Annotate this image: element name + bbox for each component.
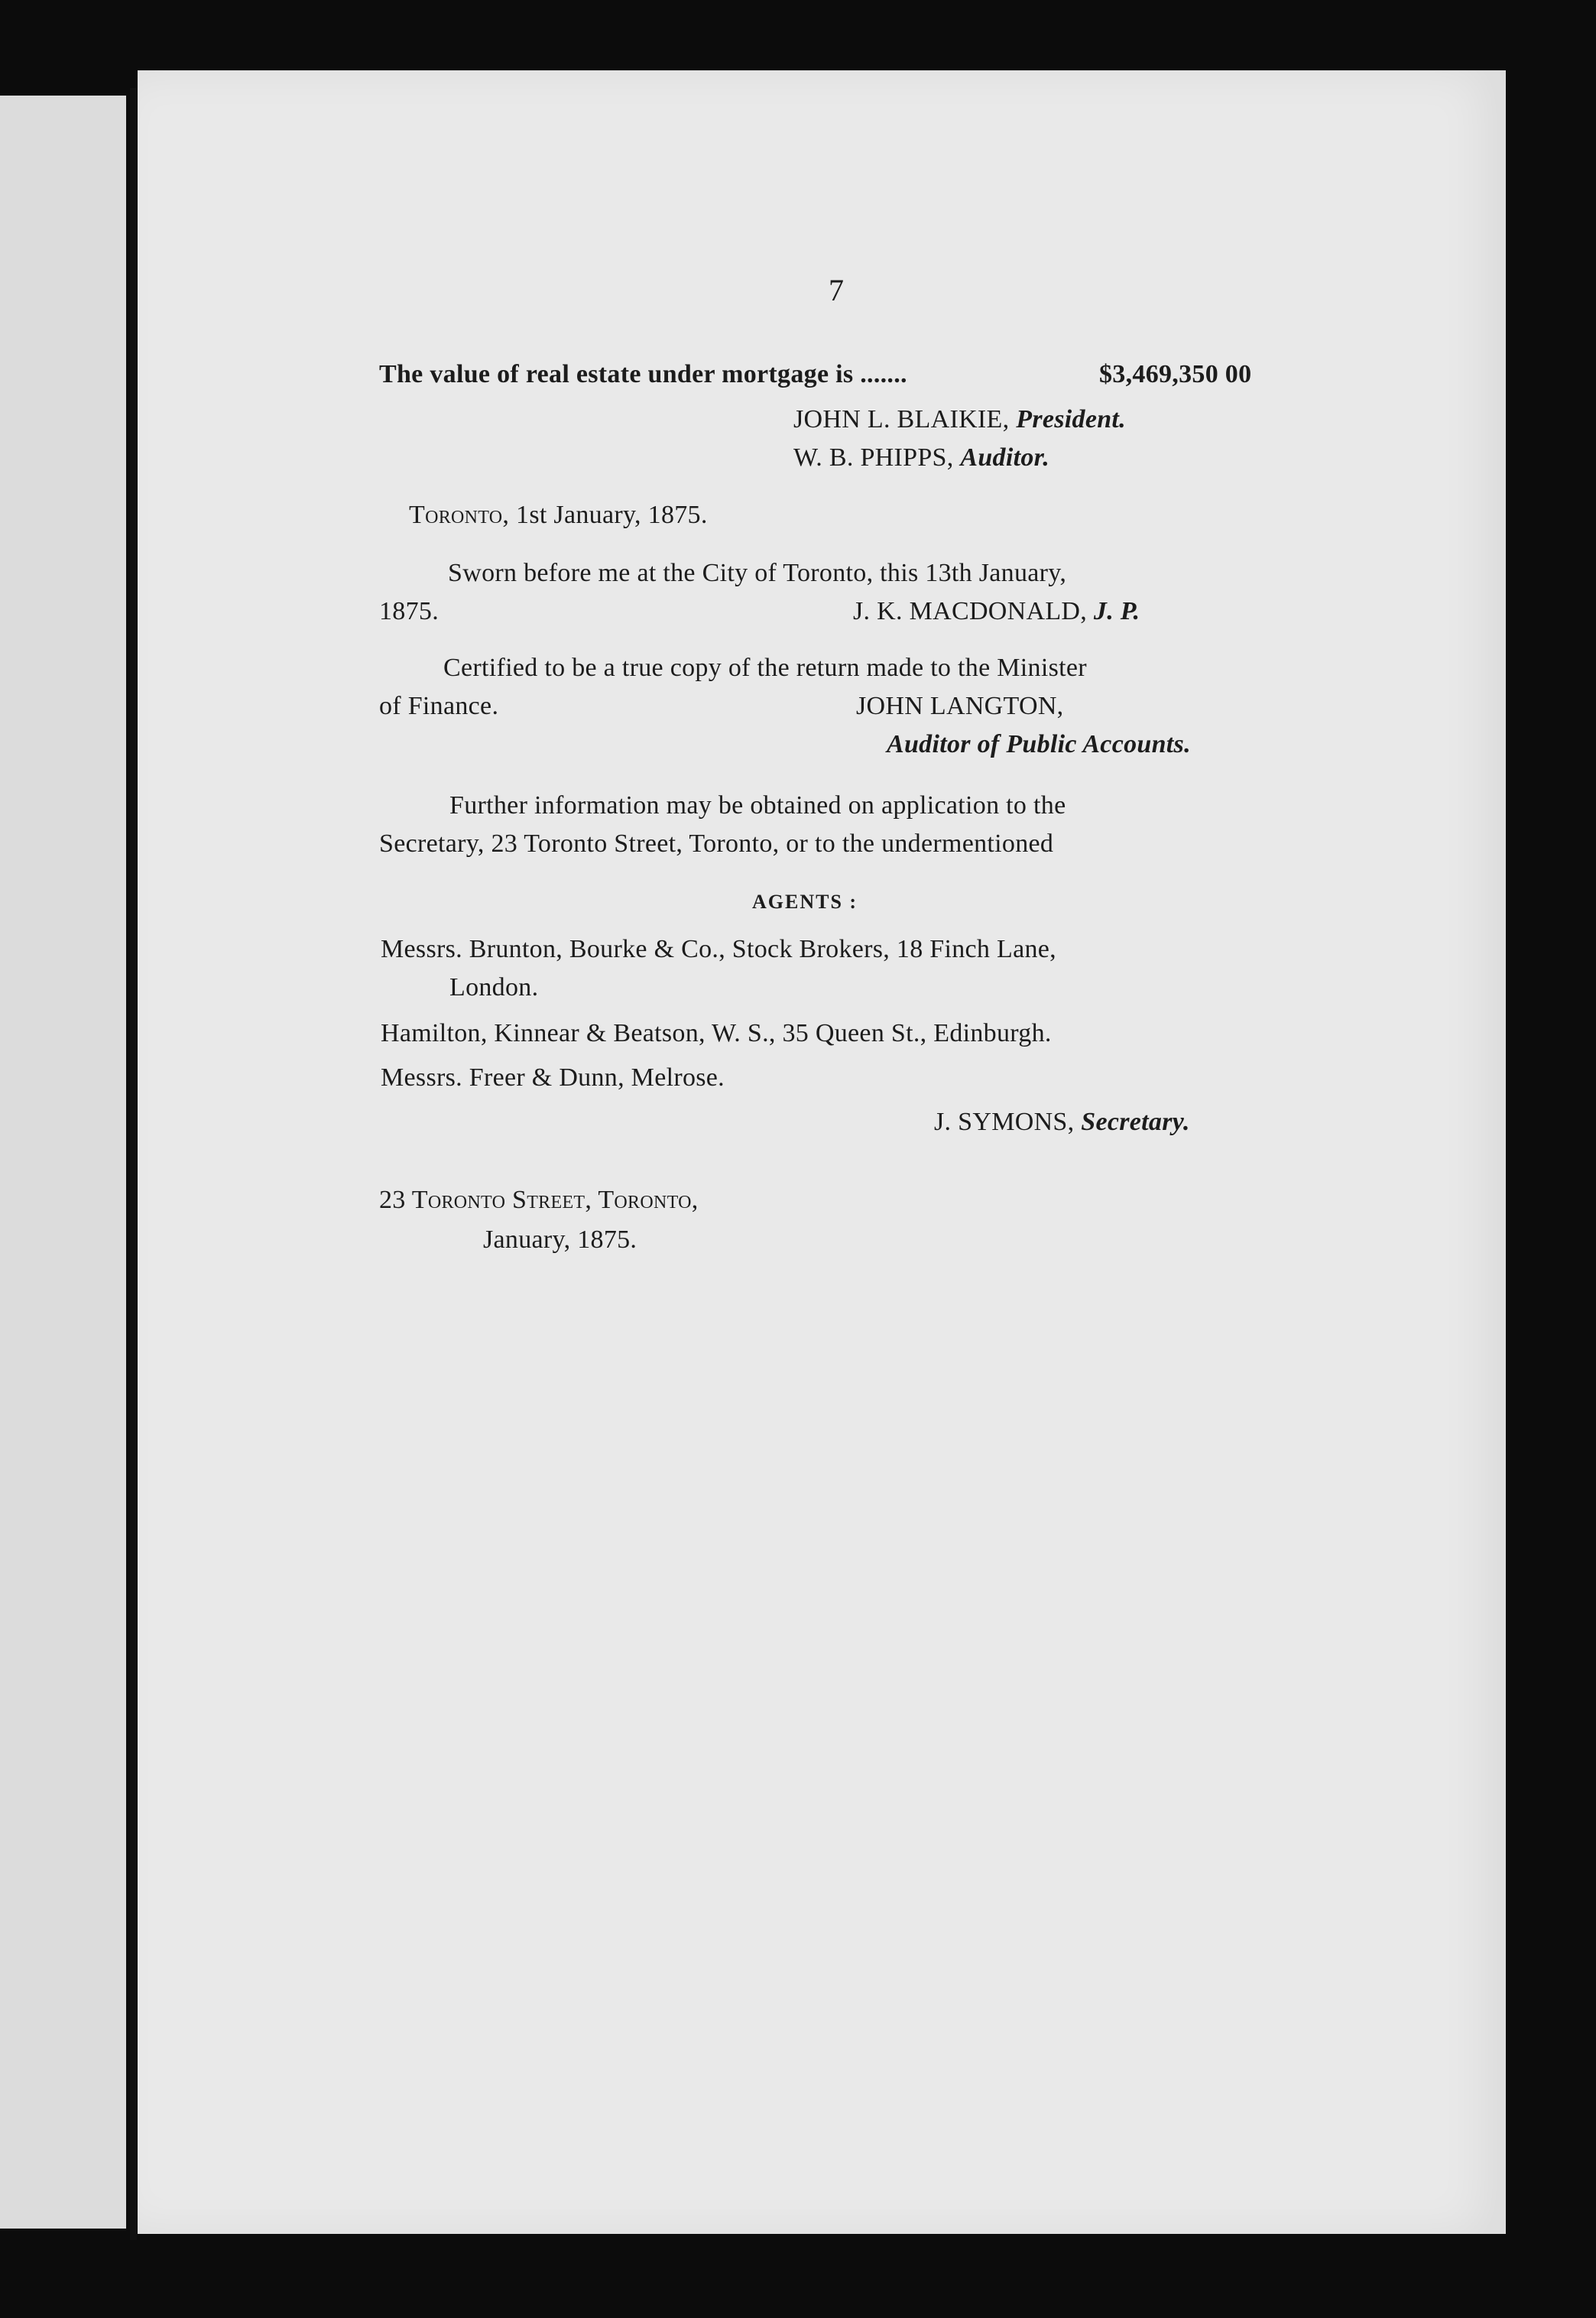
sworn-title: J. P. [1093,597,1140,625]
certified-line-1: Certified to be a true copy of the return made to the Minister [443,654,1087,682]
signatory-title: Auditor. [960,443,1050,472]
mortgage-line [379,359,907,390]
address-line-1: 23 Toronto Street, Toronto, [379,1186,699,1214]
signatory-title: President. [1016,405,1126,433]
secretary-name: J. SYMONS, [934,1108,1075,1136]
agent-entry: London. [449,973,539,1002]
mortgage-leader: ....... [860,360,907,388]
certified-name: JOHN LANGTON, [856,692,1064,720]
certified-title: Auditor of Public Accounts. [887,730,1191,758]
signatory-name: W. B. PHIPPS, [793,443,954,472]
sworn-year: 1875. [379,597,439,625]
secretary-signature [934,1107,1190,1138]
signatory-president [793,404,1126,435]
gutter-line [130,88,137,2240]
signatory-auditor [793,443,1049,473]
mortgage-label: The value of real estate under mortgage is [379,360,854,388]
signatory-name: JOHN L. BLAIKIE, [793,405,1010,433]
dateline [409,500,708,531]
certified-line-2: of Finance. [379,692,499,720]
dateline-date: 1st January, 1875. [516,501,708,529]
page-number: 7 [829,273,845,307]
agent-entry: Messrs. Freer & Dunn, Melrose. [381,1063,725,1092]
agent-entry: Hamilton, Kinnear & Beatson, W. S., 35 Queen St., Edinburgh. [381,1019,1052,1047]
agents-heading: AGENTS : [752,891,858,913]
secretary-title: Secretary. [1081,1108,1190,1136]
address-line-2: January, 1875. [483,1226,637,1254]
further-info-line-2: Secretary, 23 Toronto Street, Toronto, or to the undermentioned [379,829,1054,858]
sworn-line-1: Sworn before me at the City of Toronto, this 13th January, [448,559,1067,587]
further-info-line-1: Further information may be obtained on application to the [449,791,1066,820]
mortgage-amount: $3,469,350 00 [1099,360,1252,388]
dateline-place: Toronto, [409,501,510,529]
sworn-name: J. K. MACDONALD, [853,597,1088,625]
sworn-signature [853,596,1140,627]
left-page-edge [0,96,126,2229]
page [138,70,1506,2234]
agent-entry: Messrs. Brunton, Bourke & Co., Stock Brokers, 18 Finch Lane, [381,935,1056,963]
